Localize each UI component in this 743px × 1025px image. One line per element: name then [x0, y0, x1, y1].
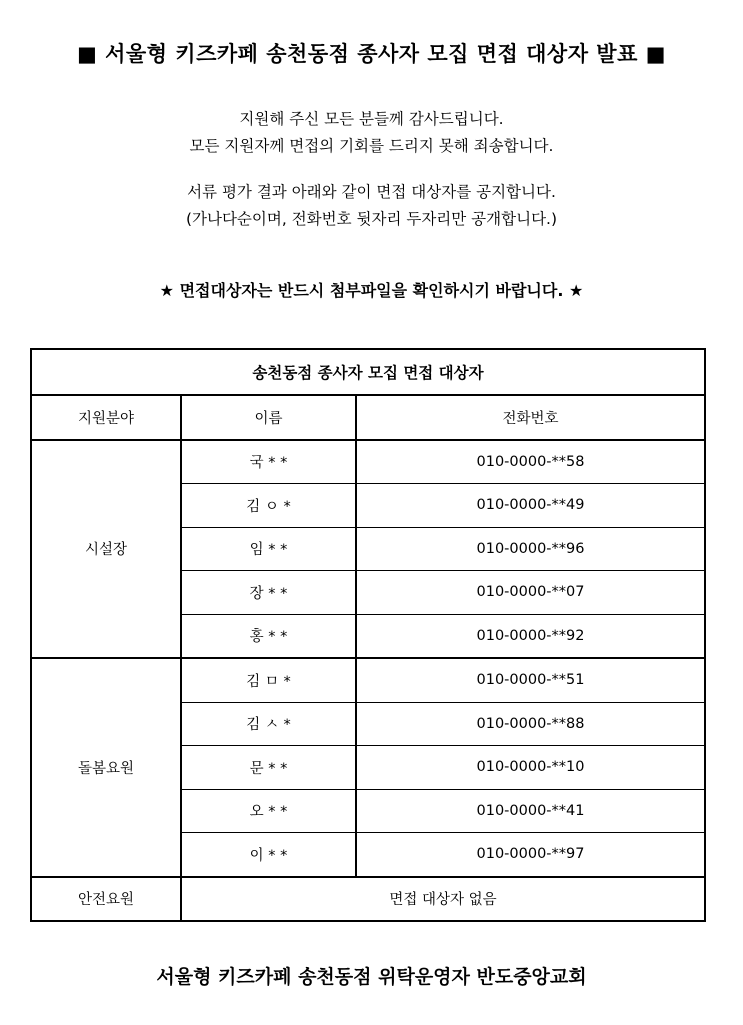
- phone-cell: 010-0000-**10: [356, 746, 705, 790]
- phone-cell: 010-0000-**96: [356, 527, 705, 571]
- page-title: ■ 서울형 키즈카페 송천동점 종사자 모집 면접 대상자 발표 ■: [76, 42, 667, 66]
- header-field: 지원분야: [31, 395, 181, 440]
- header-phone: 전화번호: [356, 395, 705, 440]
- name-cell: 홍 * *: [181, 614, 356, 658]
- notice-text: ★ 면접대상자는 반드시 첨부파일을 확인하시기 바랍니다. ★: [159, 281, 584, 300]
- name-cell: 장 * *: [181, 571, 356, 615]
- name-cell: 임 * *: [181, 527, 356, 571]
- header-name: 이름: [181, 395, 356, 440]
- table-row: [31, 658, 705, 702]
- field-cell-safety-staff: 안전요원: [31, 877, 181, 922]
- name-cell: 국 * *: [181, 440, 356, 484]
- interview-candidates-table: [30, 348, 706, 922]
- phone-cell: 010-0000-**92: [356, 614, 705, 658]
- field-cell-care-staff: 돌봄요원: [31, 658, 181, 877]
- table-caption: 송천동점 종사자 모집 면접 대상자: [31, 349, 705, 395]
- name-cell: 김 ㅇ *: [181, 484, 356, 528]
- intro-line-thanks: 지원해 주신 모든 분들께 감사드립니다.: [239, 110, 504, 128]
- name-cell: 오 * *: [181, 789, 356, 833]
- field-cell-facility-manager: 시설장: [31, 440, 181, 659]
- name-cell: 김 ㅁ *: [181, 658, 356, 702]
- intro-line-disclosure: (가나다순이며, 전화번호 뒷자리 두자리만 공개합니다.): [185, 210, 558, 228]
- phone-cell: 010-0000-**58: [356, 440, 705, 484]
- phone-cell: 010-0000-**88: [356, 702, 705, 746]
- table-row: [31, 440, 705, 484]
- phone-cell: 010-0000-**07: [356, 571, 705, 615]
- phone-cell: 010-0000-**97: [356, 833, 705, 877]
- intro-line-apology: 모든 지원자께 면접의 기회를 드리지 못해 죄송합니다.: [189, 137, 554, 155]
- name-cell: 이 * *: [181, 833, 356, 877]
- table-row: [31, 877, 705, 922]
- name-cell: 문 * *: [181, 746, 356, 790]
- phone-cell: 010-0000-**49: [356, 484, 705, 528]
- table-header-row: [31, 395, 705, 440]
- phone-cell: 010-0000-**51: [356, 658, 705, 702]
- name-cell: 김 ㅅ *: [181, 702, 356, 746]
- phone-cell: 010-0000-**41: [356, 789, 705, 833]
- intro-line-announcement: 서류 평가 결과 아래와 같이 면접 대상자를 공지합니다.: [187, 183, 556, 201]
- intro-text: [0, 106, 743, 233]
- footer-organizer: 서울형 키즈카페 송천동점 위탁운영자 반도중앙교회: [156, 966, 587, 988]
- no-candidates-cell: 면접 대상자 없음: [181, 877, 705, 922]
